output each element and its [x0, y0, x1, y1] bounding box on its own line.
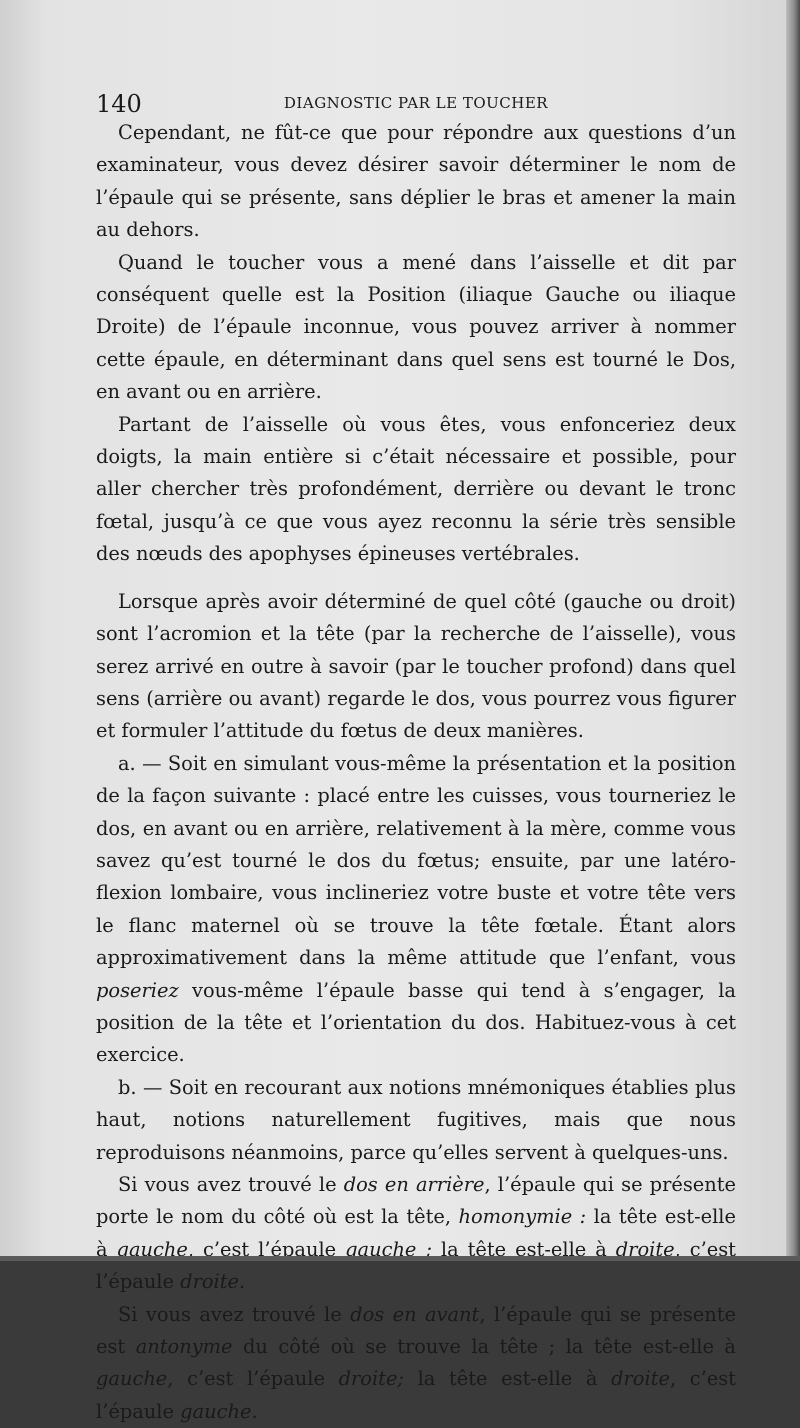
- text-run: , c’est l’épaule: [96, 1238, 736, 1293]
- text-run: vous-même l’épaule basse qui tend à s’engager, la position de la tête et l’orientation du dos. Habituez-vous à cet exercice.: [96, 979, 736, 1067]
- text-run: a. — Soit en simulant vous-même la présentation et la position de la façon suivante : placé entre les cuisses, vous tourneriez le dos, en avant ou en arrière, relativement à la mère, comme vous savez qu’est tourné le dos du fœtus; ensuite, par une latéro-flexion lombaire, vous inclineriez votre buste et votre tête vers le flanc maternel où se trouve la tête fœtale. Étant alors approximativement dans la même attitude que l’enfant, vous: [96, 752, 736, 969]
- text-run: , c’est l’épaule: [167, 1367, 338, 1390]
- page-header: [96, 88, 736, 120]
- italic-run: antonyme: [136, 1335, 233, 1358]
- paragraph-option-a: [96, 748, 736, 1072]
- text-run: , l’épaule qui se présente porte le nom du côté où est la tête,: [96, 1173, 736, 1228]
- text-run: du côté où se trouve la tête ; la tête est-elle à: [233, 1335, 736, 1358]
- body-text: [96, 117, 736, 1428]
- italic-run: dos en avant: [350, 1303, 479, 1326]
- paragraph: Lorsque après avoir déterminé de quel côté (gauche ou droit) sont l’acromion et la tête (par la recherche de l’aisselle), vous serez arrivé en outre à savoir (par le toucher profond) dans quel sens (arrière ou avant) regarde le dos, vous pourrez vous figurer et formuler l’attitude du fœtus de deux manières.: [96, 586, 736, 748]
- italic-run: droite: [616, 1238, 675, 1261]
- italic-run: poseriez: [96, 979, 179, 1002]
- paragraph-dos-en-avant: [96, 1299, 736, 1428]
- text-run: .: [239, 1270, 245, 1293]
- text-run: Si vous avez trouvé le: [118, 1173, 344, 1196]
- italic-run: dos en arrière: [344, 1173, 485, 1196]
- italic-run: droite;: [339, 1367, 404, 1390]
- page-number: 140: [96, 90, 142, 118]
- italic-run: gauche: [96, 1367, 167, 1390]
- italic-run: gauche ;: [345, 1238, 432, 1261]
- paragraph: Cependant, ne fût-ce que pour répondre aux questions d’un examinateur, vous devez désirer savoir déterminer le nom de l’épaule qui se présente, sans déplier le bras et amener la main au dehors.: [96, 117, 736, 247]
- italic-run: homonymie :: [458, 1205, 586, 1228]
- paragraph-option-b: b. — Soit en recourant aux notions mnémoniques établies plus haut, notions naturellement fugitives, mais que nous reproduisons néanmoins, parce qu’elles servent à quelques-uns.: [96, 1072, 736, 1169]
- text-run: la tête est-elle à: [404, 1367, 611, 1390]
- text-run: Si vous avez trouvé le: [118, 1303, 350, 1326]
- text-run: la tête est-elle à: [432, 1238, 616, 1261]
- italic-run: gauche: [117, 1238, 188, 1261]
- text-run: , l’épaule qui se présente est: [96, 1303, 736, 1358]
- text-run: , c’est l’épaule: [188, 1238, 345, 1261]
- text-run: la tête est-elle à: [96, 1205, 736, 1260]
- page-edge-shadow: [786, 0, 800, 1261]
- text-run: .: [251, 1400, 257, 1423]
- page-bottom-edge: [0, 1256, 800, 1261]
- text-run: , c’est l’épaule: [96, 1367, 736, 1422]
- paragraph: Partant de l’aisselle où vous êtes, vous enfonceriez deux doigts, la main entière si c’était nécessaire et possible, pour aller chercher très profondément, derrière ou devant le tronc fœtal, jusqu’à ce que vous ayez reconnu la série très sensible des nœuds des apophyses épineuses vertébrales.: [96, 409, 736, 571]
- paragraph-dos-en-arriere: [96, 1169, 736, 1299]
- italic-run: droite: [180, 1270, 239, 1293]
- running-title: DIAGNOSTIC PAR LE TOUCHER: [96, 94, 736, 112]
- paragraph: Quand le toucher vous a mené dans l’aisselle et dit par conséquent quelle est la Position (iliaque Gauche ou iliaque Droite) de l’épaule inconnue, vous pouvez arriver à nommer cette épaule, en déterminant dans quel sens est tourné le Dos, en avant ou en arrière.: [96, 247, 736, 409]
- italic-run: droite: [611, 1367, 670, 1390]
- italic-run: gauche: [180, 1400, 251, 1423]
